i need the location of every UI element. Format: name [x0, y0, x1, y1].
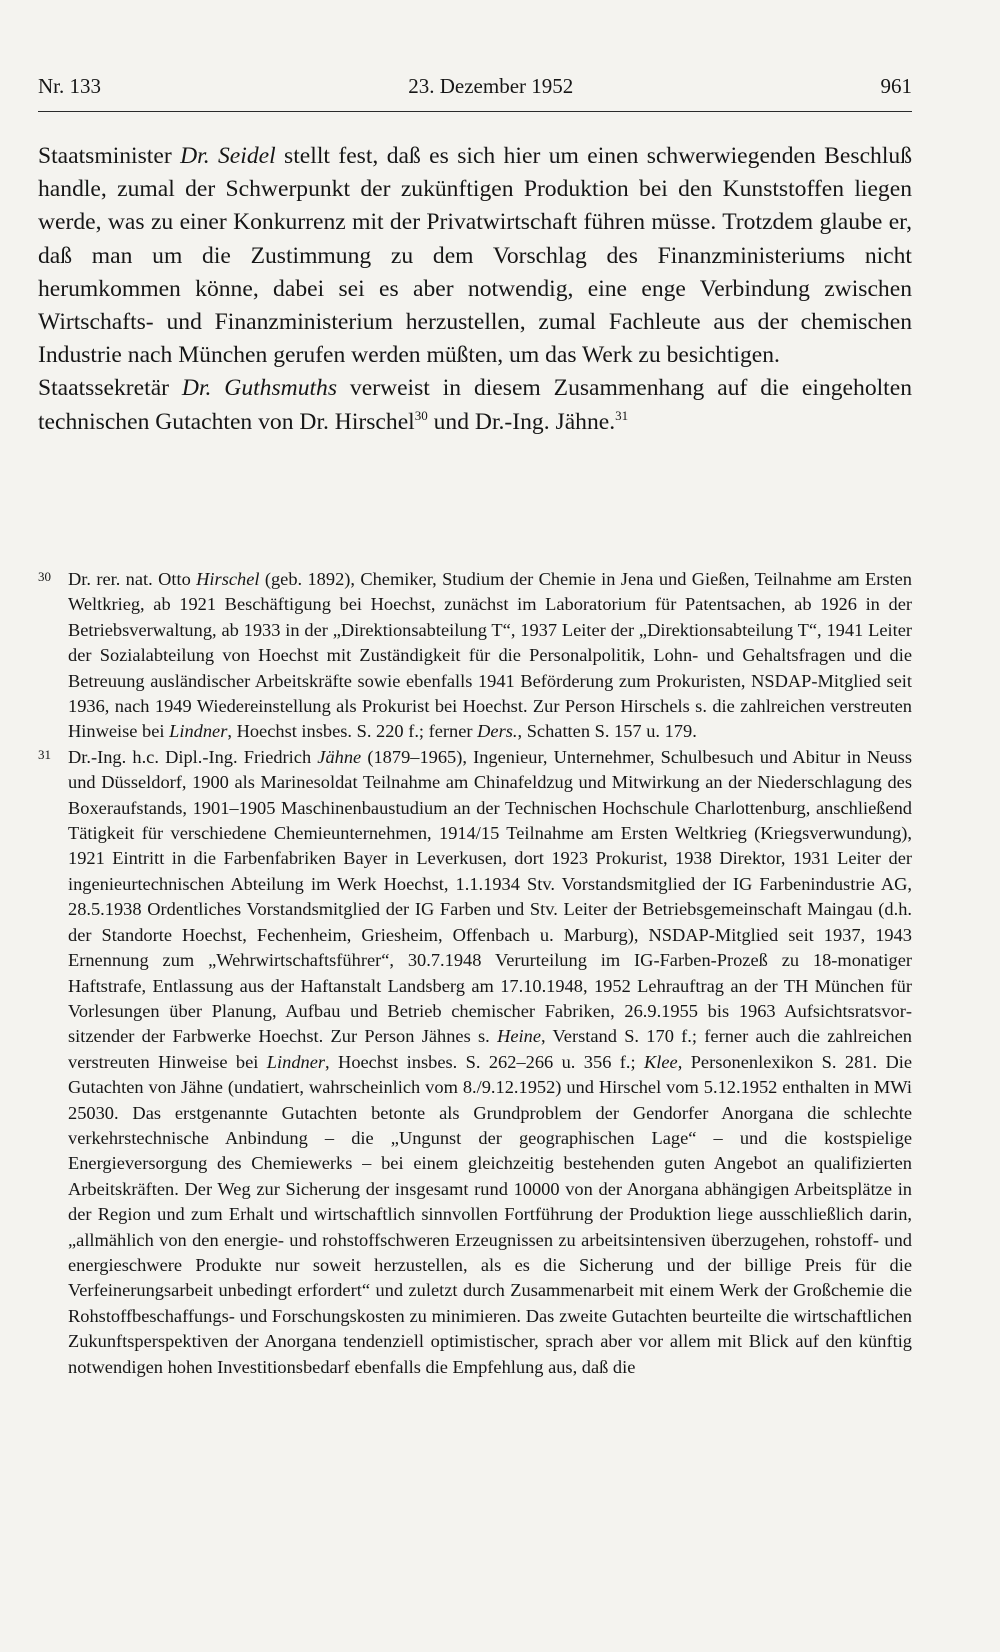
text-run: Staatsminister — [38, 143, 181, 169]
reference-author: Klee — [644, 1051, 678, 1072]
text-run: , Hoechst insbes. S. 220 f.; ferner — [227, 721, 478, 742]
document-number: Nr. 133 — [38, 74, 101, 98]
footnote-ref-30[interactable]: 30 — [414, 407, 428, 423]
footnote-31 — [38, 745, 912, 1380]
person-name: Jähne — [317, 746, 362, 767]
person-name: Hirschel — [196, 569, 260, 589]
person-name: Dr. Guthsmuths — [181, 375, 338, 402]
text-run: Staatssekretär — [38, 375, 182, 402]
footnote-ref-31[interactable]: 31 — [615, 407, 629, 423]
text-run: (geb. 1892), Chemiker, Studium der Chemie in Jena und Gießen, Teilnahme am Ersten Weltkrieg, ab 1921 Beschäftigung bei Hoechst, zunächst im Laboratorium für Patentsachen, ab 1926 in der Betriebsverwaltung, ab 1933 in der „Direktionsabteilung T“, 1937 Leiter der „Direktionsabteilung T“, 1941 Leiter der Sozialabteilung von Hoechst mit Zuständigkeit für die Personalpolitik, Lohn- und Gehaltsfragen und die Betreuung ausländischer Arbeitskräfte sowie ebenfalls 1941 Beförderung zum Prokuristen, NSDAP-Mitglied seit 1936, nach 1949 Wiedereinstellung als Prokurist bei Hoechst. Zur Person Hirschels s. die zahlreichen verstreuten Hinweise bei — [68, 569, 912, 742]
person-name: Dr. Seidel — [180, 143, 276, 169]
footnote-number: 30 — [38, 569, 51, 584]
main-text — [38, 140, 912, 439]
running-header — [38, 74, 912, 112]
text-run: , Hoechst insbes. S. 262–266 u. 356 f.; — [325, 1051, 644, 1072]
footnotes — [38, 567, 912, 1380]
text-run: Dr.-Ing. h.c. Dipl.-Ing. Friedrich — [68, 746, 318, 767]
footnote-text — [68, 745, 912, 1380]
text-run: Dr. rer. nat. Otto — [68, 569, 197, 589]
text-run: , Schatten S. 157 u. 179. — [517, 721, 697, 742]
text-run: , Personenlexikon S. 281. Die Gutachten von Jähne (undatiert, wahrscheinlich vom 8./9.12.1952) und Hirschel vom 5.12.1952 enthalten in MWi 25030. Das erstgenannte Gutachten betonte als Grundproblem der Gendorfer Anorgana die schlechte verkehrstechnische Anbindung – die „Ungunst der geographischen Lage“ – und die kostspielige Energieversorgung des Chemiewerks – bei einem gleichzeitig bestehenden guten Angebot an qualifizierten Arbeitskräften. Der Weg zur Sicherung der insgesamt rund 10000 von der Anorgana abhängigen Arbeitsplätze in der Region und zum Erhalt und wirtschaftlich sinnvollen Fortführung der Produktion liege ausschließlich darin, „allmählich von den energie- und rohstoffschweren Erzeugnissen zu arbeitsintensiven überzugehen, rohstoff- und energieschwere Produkte nur soweit herzustellen, als es die Sicherung und der billige Preis für die Verfeinerungsarbeit unbedingt erfordert“ und zuletzt durch Zusammenarbeit mit einem Werk der Großchemie die Rohstoffbeschaffungs- und Forschungskosten zu minimieren. Das zweite Gutachten beurteilte die wirtschaftlichen Zukunftsperspektiven der Anorgana tendenziell optimistischer, sprach aber vor allem mit Blick auf den künftig notwendigen hohen Investitionsbedarf ebenfalls die Empfehlung aus, daß die — [68, 1051, 912, 1377]
text-run: (1879–1965), Ingenieur, Unternehmer, Schulbesuch und Abitur in Neuss und Düsseldorf, 1900 als Marinesoldat Teilnahme am Chinafeldzug und Mitwirkung an der Niederschlagung des Boxeraufstands, 1901–1905 Maschinenbaustudium an der Technischen Hochschule Charlottenburg, anschließend Tätigkeit für verschiedene Chemieunternehmen, 1914/15 Teilnahme am Ersten Weltkrieg (Kriegsverwundung), 1921 Eintritt in die Farbenfabriken Bayer in Leverkusen, dort 1923 Prokurist, 1938 Direktor, 1931 Leiter der ingenieurtechnischen Abteilung im Werk Hoechst, 1.1.1934 Stv. Vorstandsmitglied der IG Farbenindustrie AG, 28.5.1938 Ordentliches Vorstandsmitglied der IG Farben und Stv. Leiter der Betriebsgemeinschaft Maingau (d.h. der Standorte Hoechst, Fechenheim, Griesheim, Offenbach u. Marburg), NSDAP-Mitglied seit 1937, 1943 Ernennung zum „Wehrwirtschaftsführer“, 30.7.1948 Verurteilung im IG-Farben-Prozeß zu 18-monatiger Haftstrafe, Entlassung aus der Haftanstalt Landsberg am 17.10.1948, 1952 Lehrauftrag an der TH München für Vorlesungen über Planung, Aufbau und Betrieb chemischer Fabriken, 26.9.1955 bis 1963 Aufsichtsratsvorsitzender der Farbwerke Hoechst. Zur Person Jähnes s. — [68, 746, 912, 1047]
reference-author: Heine — [497, 1026, 541, 1047]
text-run: , Verstand S. 170 f.; ferner auch die zahlreichen verstreuten Hinweise bei — [68, 1026, 912, 1072]
reference-author: Lindner — [169, 721, 228, 742]
footnote-text — [68, 567, 912, 745]
text-run: verweist in diesem Zusammenhang auf die eingeholten technischen Gutachten von Dr. Hirschel — [38, 375, 912, 435]
footnote-30 — [38, 567, 912, 745]
footnote-number: 31 — [38, 746, 51, 762]
text-run: stellt fest, daß es sich hier um einen schwerwiegenden Beschluß handle, zumal der Schwerpunkt der zukünftigen Produktion bei den Kunststoffen liegen werde, was zu einer Konkurrenz mit der Privatwirtschaft führen müsse. Trotzdem glaube er, daß man um die Zustimmung zu dem Vorschlag des Finanzministeriums nicht herumkommen könne, dabei sei es aber notwendig, eine enge Verbindung zwischen Wirtschafts- und Finanzministerium herzustellen, zumal Fachleute aus der chemischen Industrie nach München gerufen werden müßten, um das Werk zu besichtigen. — [38, 143, 912, 369]
header-date: 23. Dezember 1952 — [408, 74, 574, 98]
text-run: und Dr.-Ing. Jähne. — [427, 408, 616, 435]
reference-author: Ders. — [477, 721, 518, 742]
paragraph-seidel — [38, 140, 912, 372]
paragraph-guthsmuths — [38, 372, 912, 438]
reference-author: Lindner — [266, 1051, 326, 1072]
page-number: 961 — [880, 74, 912, 98]
